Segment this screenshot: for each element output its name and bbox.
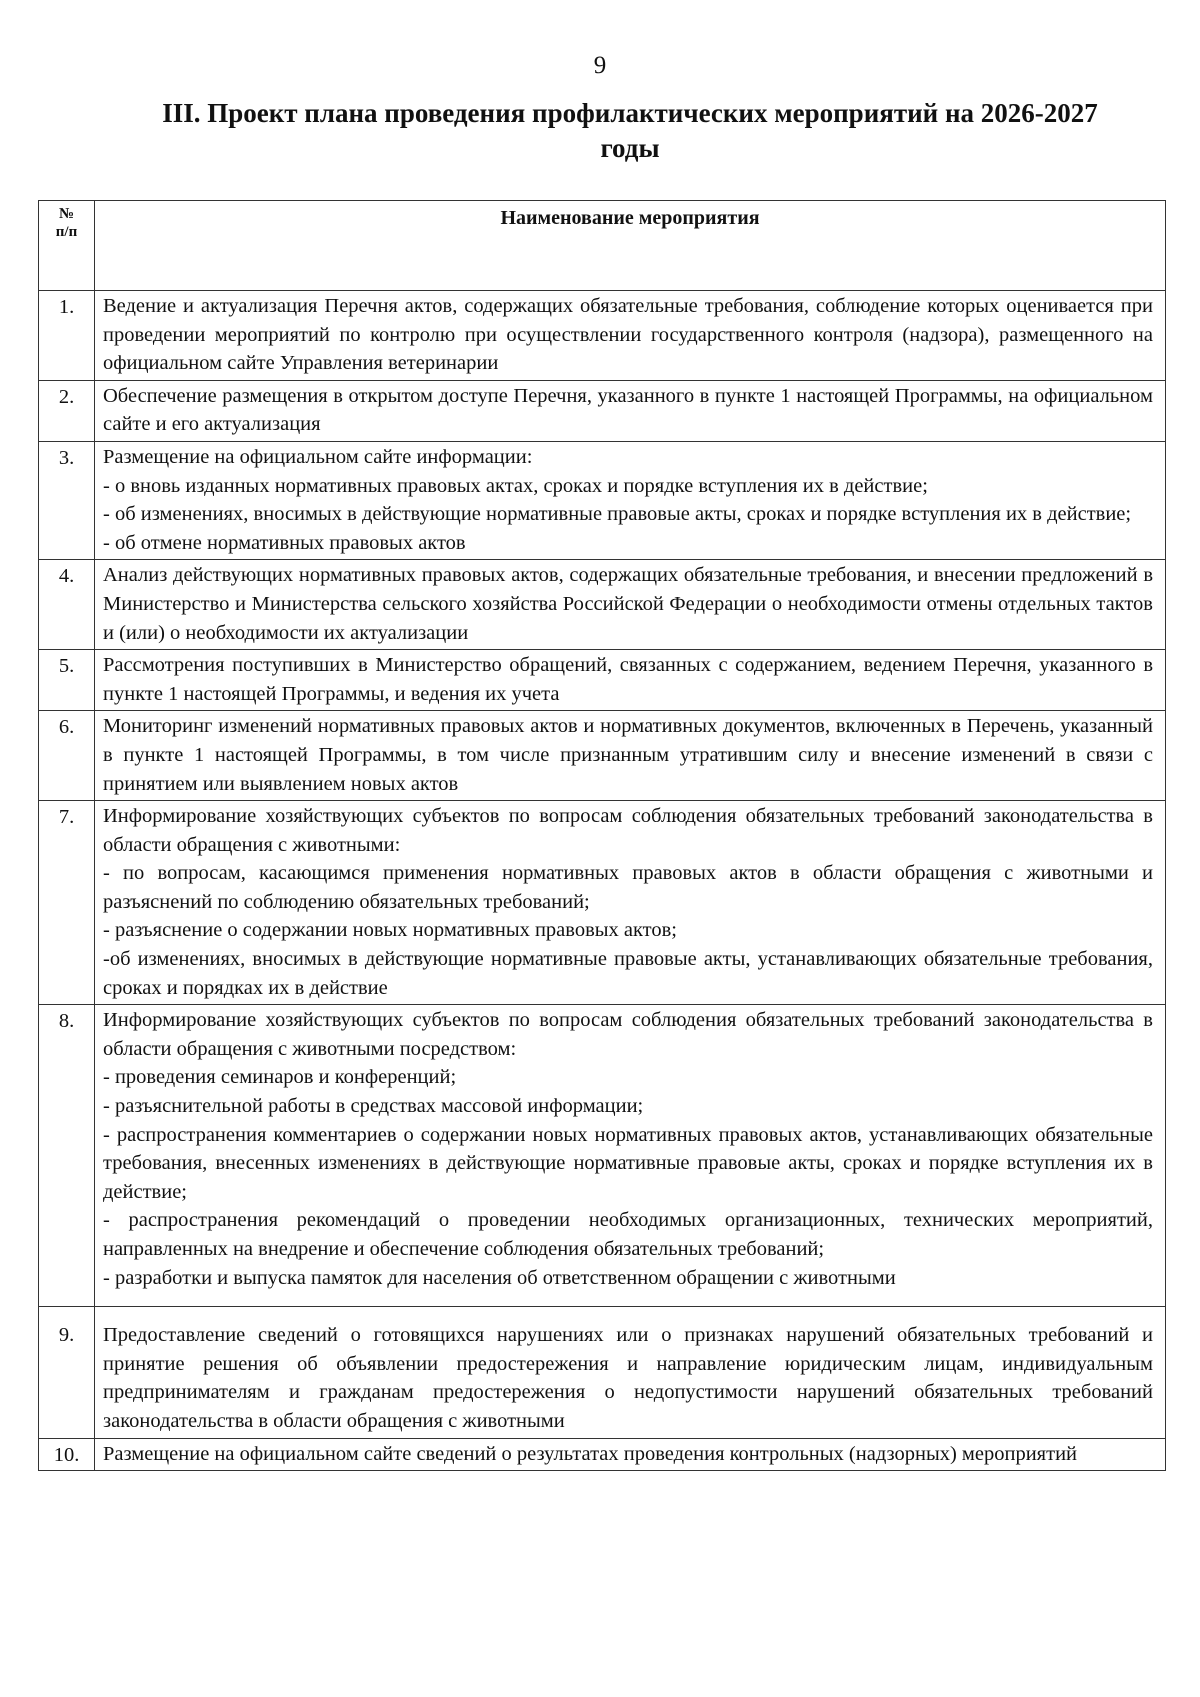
row-number: 10. [39,1438,95,1471]
activity-line: - разъяснение о содержании новых нормативных правовых актов; [103,919,677,942]
row-activity-text [95,711,1166,801]
activity-line: Размещение на официальном сайте информации: [103,445,533,468]
activities-table [38,200,1166,1471]
activity-line: - разработки и выпуска памяток для населения об ответственном обращении с животными [103,1266,896,1289]
row-number: 6. [39,711,95,801]
page-number: 9 [593,52,607,79]
row-activity-text [95,560,1166,650]
header-number-symbol: № [58,206,75,222]
activity-line: - распространения комментариев о содержании новых нормативных правовых актов, устанавливающих обязательные требования, внесенных изменениях в действующие нормативные правовые акты, сроках и порядке вступления их в действие; [103,1123,1153,1203]
row-number: 5. [39,650,95,711]
row-activity-text [95,1005,1166,1307]
activity-line: - о вновь изданных нормативных правовых актах, сроках и порядке вступления их в действие; [103,474,928,497]
row-activity-text [95,1307,1166,1438]
header-number [39,201,95,291]
table-row [39,1005,1166,1307]
row-number: 3. [39,441,95,559]
table-row [39,560,1166,650]
activity-line: -об изменениях, вносимых в действующие нормативные правовые акты, устанавливающих обязательные требования, сроках и порядках их в действие [103,948,1153,999]
table-row [39,1307,1166,1438]
activity-line: Информирование хозяйствующих субъектов по вопросам соблюдения обязательных требований законодательства в области обращения с животными: [103,805,1153,856]
row-number: 8. [39,1005,95,1307]
table-row [39,291,1166,381]
table-row [39,711,1166,801]
table-row [39,441,1166,559]
row-activity-text [95,650,1166,711]
row-activity-text [95,291,1166,381]
activity-line: Анализ действующих нормативных правовых актов, содержащих обязательные требования, и внесении предложений в Министерство и Министерства сельского хозяйства Российской Федерации о необходимости отмены отдельных тактов и (или) о необходимости их актуализации [103,564,1153,644]
row-number: 7. [39,801,95,1005]
activity-line: Информирование хозяйствующих субъектов по вопросам соблюдения обязательных требований законодательства в области обращения с животными посредством: [103,1009,1153,1060]
activity-line: Ведение и актуализация Перечня актов, содержащих обязательные требования, соблюдение которых оценивается при проведении мероприятий по контролю при осуществлении государственного контроля (надзора), размещенного на официальном сайте Управления ветеринарии [103,295,1153,375]
row-number: 1. [39,291,95,381]
row-activity-text [95,1438,1166,1471]
activity-line: Размещение на официальном сайте сведений о результатах проведения контрольных (надзорных) мероприятий [103,1442,1078,1465]
activity-line: - разъяснительной работы в средствах массовой информации; [103,1095,644,1118]
row-number: 9. [39,1307,95,1438]
table-row [39,380,1166,441]
row-number: 2. [39,380,95,441]
table-row [39,801,1166,1005]
row-activity-text [95,380,1166,441]
activity-line: Обеспечение размещения в открытом доступе Перечня, указанного в пункте 1 настоящей Программы, на официальном сайте и его актуализация [103,384,1153,436]
activity-line: Предоставление сведений о готовящихся нарушениях или о признаках нарушений обязательных требований и принятие решения об объявлении предостережения и направление юридическим лицам, индивидуальным предпринимателям и гражданам предостережения о недопустимости нарушений обязательных требований законодательства в области обращения с животными [103,1324,1153,1432]
activity-line: - по вопросам, касающимся применения нормативных правовых актов в области обращения с животными и разъяснений по соблюдению обязательных требований; [103,862,1153,913]
table-header-row [39,201,1166,291]
activity-line: - об изменениях, вносимых в действующие нормативные правовые акты, сроках и порядке вступления их в действие; [103,503,1132,526]
activity-line: - проведения семинаров и конференций; [103,1066,457,1089]
activity-line: Мониторинг изменений нормативных правовых актов и нормативных документов, включенных в Перечень, указанный в пункте 1 настоящей Программы, в том числе признанным утратившим силу и внесение изменений в связи с принятием или выявлением новых актов [103,715,1153,795]
row-activity-text [95,801,1166,1005]
activity-line: - об отмене нормативных правовых актов [103,531,466,554]
page-title: III. Проект плана проведения профилактических мероприятий на 2026-2027 годы [162,98,1098,163]
activity-line: - распространения рекомендаций о проведении необходимых организационных, технических мероприятий, направленных на внедрение и обеспечение соблюдения обязательных требований; [103,1209,1153,1260]
table-row [39,650,1166,711]
header-number-abbr: п/п [55,224,78,240]
row-activity-text [95,441,1166,559]
table-row [39,1438,1166,1471]
activity-line: Рассмотрения поступивших в Министерство обращений, связанных с содержанием, ведением Перечня, указанного в пункте 1 настоящей Программы, и ведения их учета [103,654,1153,705]
header-activity-name: Наименование мероприятия [95,201,1166,291]
row-number: 4. [39,560,95,650]
